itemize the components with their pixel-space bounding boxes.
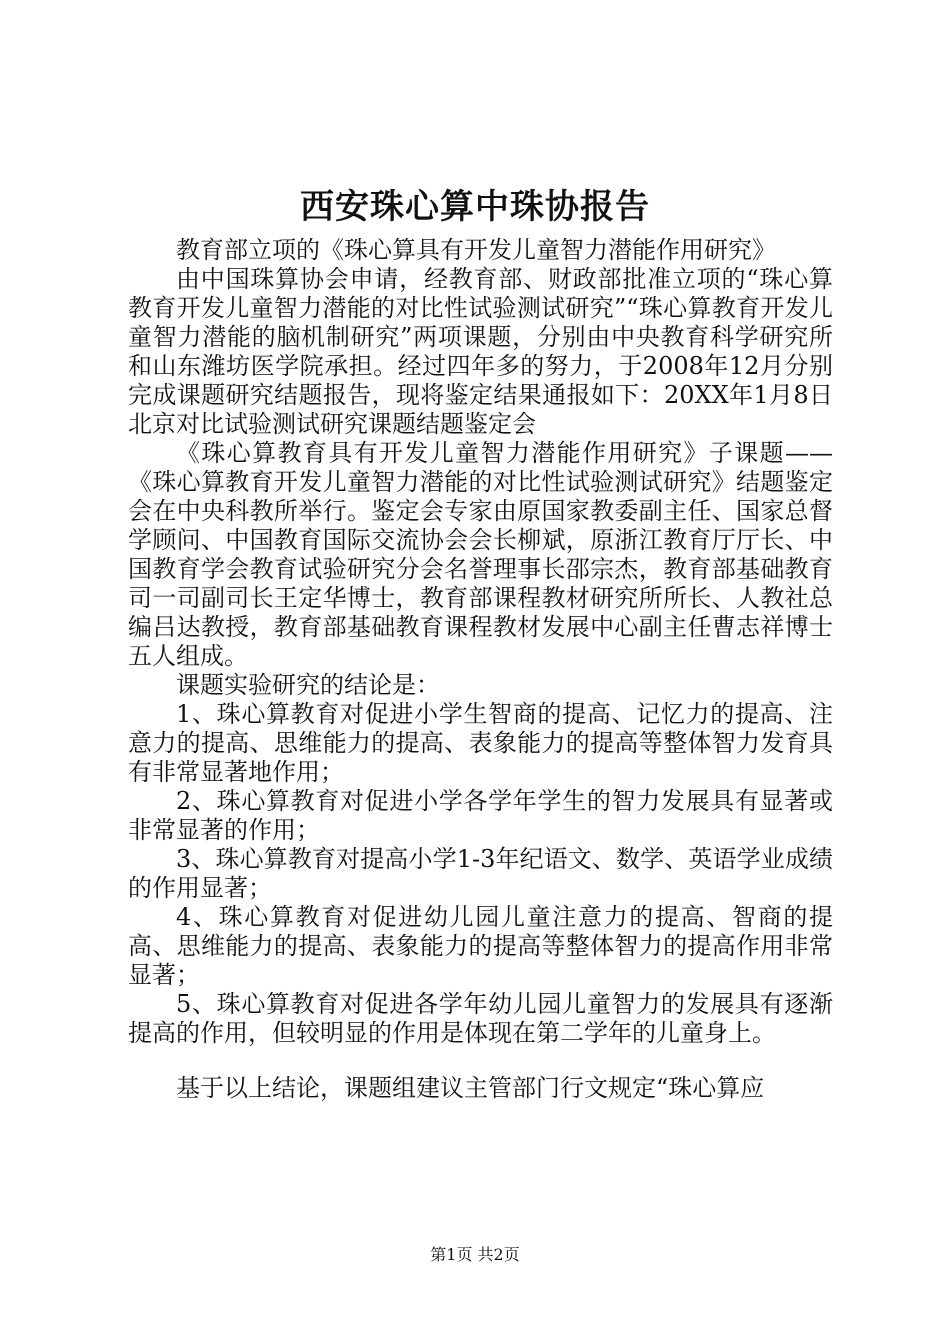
- page-number-footer: 第1页 共2页: [430, 1245, 520, 1264]
- paragraph-appraisal-meeting: 《珠心算教育具有开发儿童智力潜能作用研究》子课题——《珠心算教育开发儿童智力潜能的对比性试验测试研究》结题鉴定会在中央科教所举行。鉴定会专家由原国家教委副主任、国家总督学顾问、中国教育国际交流协会会长柳斌，原浙江教育厅厅长、中国教育学会教育试验研究分会名誉理事长邵宗杰，教育部基础教育司一司副司长王定华博士，教育部课程教材研究所所长、人教社总编吕达教授，教育部基础教育课程教材发展中心副主任曹志祥博士五人组成。: [128, 439, 833, 670]
- paragraph-conclusion-1: 1、珠心算教育对促进小学生智商的提高、记忆力的提高、注意力的提高、思维能力的提高、表象能力的提高等整体智力发育具有非常显著地作用；: [128, 700, 833, 786]
- paragraph-conclusion-3: 3、珠心算教育对提高小学1-3年纪语文、数学、英语学业成绩的作用显著；: [128, 845, 833, 902]
- paragraph-recommendation: 基于以上结论，课题组建议主管部门行文规定“珠心算应: [176, 1074, 765, 1102]
- paragraph-project-heading: 教育部立项的《珠心算具有开发儿童智力潜能作用研究》: [176, 236, 776, 264]
- paragraph-conclusion-5: 5、珠心算教育对促进各学年幼儿园儿童智力的发展具有逐渐提高的作用，但较明显的作用是体现在第二学年的儿童身上。: [128, 990, 833, 1047]
- paragraph-conclusion-heading: 课题实验研究的结论是：: [176, 671, 440, 699]
- document-title: 西安珠心算中珠协报告: [300, 187, 650, 227]
- paragraph-conclusion-4: 4、珠心算教育对促进幼儿园儿童注意力的提高、智商的提高、思维能力的提高、表象能力的提高等整体智力的提高作用非常显著；: [128, 903, 833, 989]
- paragraph-conclusion-2: 2、珠心算教育对促进小学各学年学生的智力发展具有显著或非常显著的作用；: [128, 787, 833, 844]
- paragraph-project-intro: 由中国珠算协会申请，经教育部、财政部批准立项的“珠心算教育开发儿童智力潜能的对比性试验测试研究”“珠心算教育开发儿童智力潜能的脑机制研究”两项课题，分别由中央教育科学研究所和山东潍坊医学院承担。经过四年多的努力，于2008年12月分别完成课题研究结题报告，现将鉴定结果通报如下：20XX年1月8日北京对比试验测试研究课题结题鉴定会: [128, 265, 833, 438]
- document-body: [128, 236, 833, 1103]
